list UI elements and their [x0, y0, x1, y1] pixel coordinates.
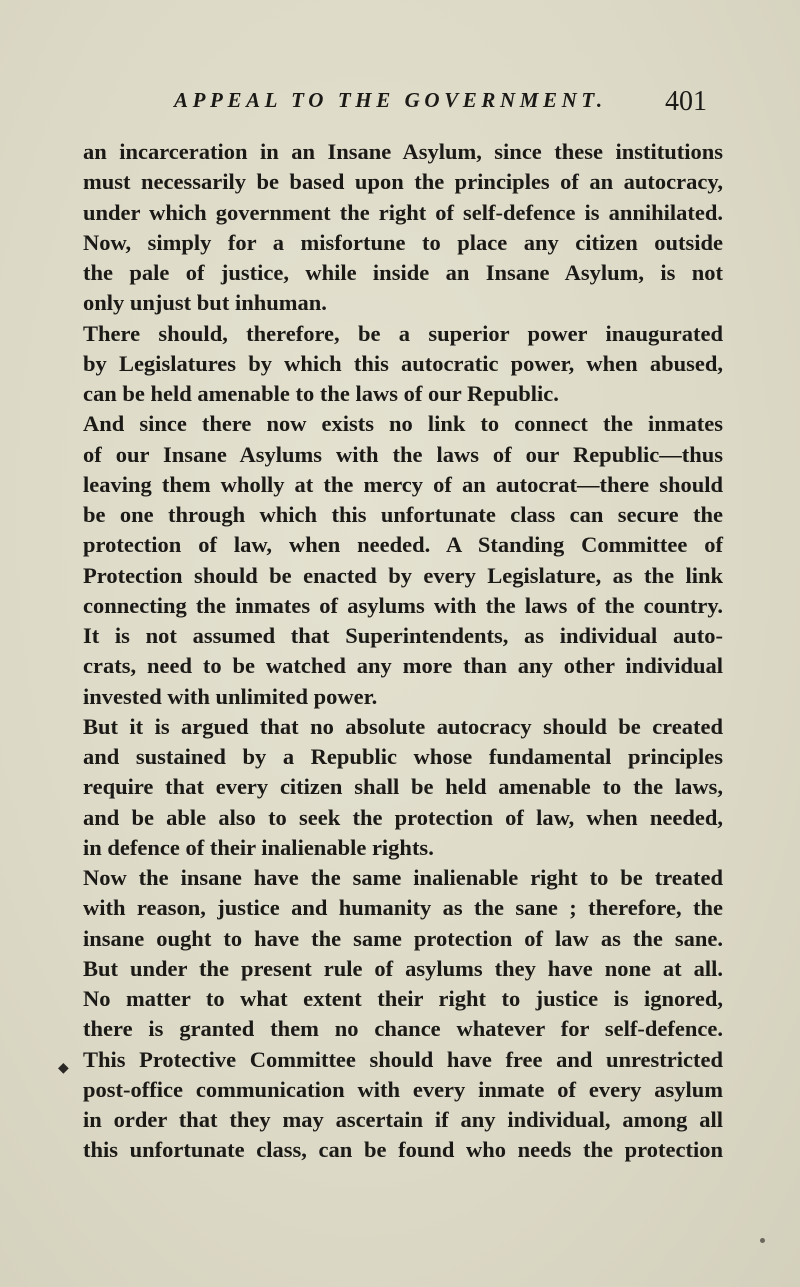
text-line: only unjust but inhuman. — [83, 290, 327, 316]
text-line: But it is argued that no absolute autocracy should be created — [83, 713, 723, 739]
text-line: Now the insane have the same inalienable right to be treated — [83, 865, 723, 890]
paper-speck — [760, 1238, 765, 1243]
text-line: No matter to what extent their right to justice is ignored, — [83, 986, 723, 1011]
text-line: crats, need to be watched any more than any other individual — [83, 653, 723, 679]
text-line: It is not assumed that Superintendents, as individual auto- — [83, 623, 723, 648]
text-line: with reason, justice and humanity as the sane ; therefore, the — [83, 895, 723, 921]
text-line: in order that they may ascertain if any individual, among all — [83, 1107, 723, 1132]
text-line: But under the present rule of asylums they have none at all. — [83, 955, 723, 981]
text-line: an incarceration in an Insane Asylum, since these institutions — [83, 139, 723, 164]
text-line: Protection should be enacted by every Legislature, as the link — [83, 562, 723, 588]
text-line: Now, simply for a misfortune to place any citizen outside — [83, 229, 723, 255]
text-line: connecting the inmates of asylums with the laws of the country. — [83, 592, 723, 618]
text-line: leaving them wholly at the mercy of an autocrat—there should — [83, 471, 723, 497]
text-line: the pale of justice, while inside an Insane Asylum, is not — [83, 260, 723, 285]
text-line: of our Insane Asylums with the laws of our Republic—thus — [83, 441, 723, 467]
text-line: be one through which this unfortunate class can secure the — [83, 502, 723, 527]
text-line: require that every citizen shall be held amenable to the laws, — [83, 774, 723, 800]
running-title: APPEAL TO THE GOVERNMENT. — [174, 88, 607, 112]
running-head — [0, 84, 800, 124]
text-line: There should, therefore, be a superior power inaugurated — [83, 320, 723, 346]
text-line: and sustained by a Republic whose fundamental principles — [83, 744, 723, 769]
text-line: must necessarily be based upon the principles of an autocracy, — [83, 169, 723, 195]
text-line: this unfortunate class, can be found who needs the protection — [83, 1137, 723, 1163]
body-text — [83, 137, 723, 1166]
text-line: post-office communication with every inmate of every asylum — [83, 1076, 723, 1102]
text-line: And since there now exists no link to connect the inmates — [83, 411, 723, 437]
text-line: can be held amenable to the laws of our Republic. — [83, 381, 559, 406]
text-line: there is granted them no chance whatever for self-defence. — [83, 1016, 723, 1042]
text-line: This Protective Committee should have free and unrestricted — [83, 1046, 723, 1072]
margin-mark-icon: ◆ — [58, 1061, 69, 1076]
text-line: invested with unlimited power. — [83, 683, 378, 709]
text-line: under which government the right of self-defence is annihilated. — [83, 199, 723, 225]
text-line: insane ought to have the same protection of law as the sane. — [83, 925, 723, 951]
text-line: and be able also to seek the protection of law, when needed, — [83, 804, 723, 830]
text-line: by Legislatures by which this autocratic power, when abused, — [83, 350, 723, 376]
text-line: in defence of their inalienable rights. — [83, 834, 434, 860]
text-line: protection of law, when needed. A Standing Committee of — [83, 532, 723, 558]
page-number: 401 — [665, 86, 707, 117]
